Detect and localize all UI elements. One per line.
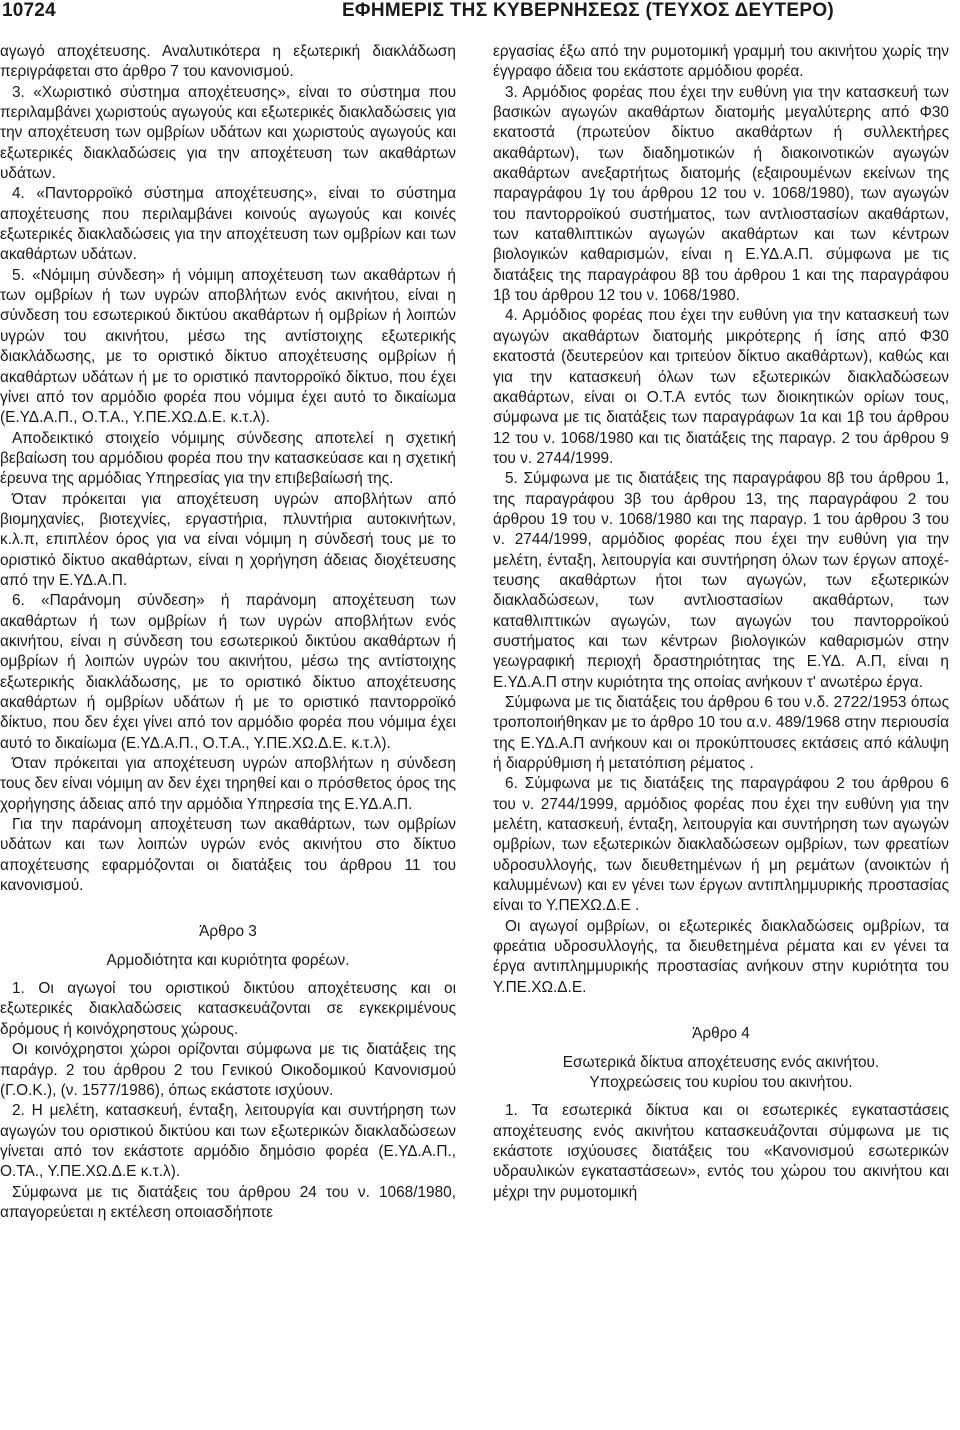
page-number: 10724 [2,0,56,21]
paragraph: Για την παράνομη αποχέτευση των ακαθάρτων, των ομβρίων υδάτων και των λοιπών υγρών ενός ακινήτου στο δίκτυο αποχέτευσης εφαρμόζονται οι διατάξεις του άρθρου 11 του κανονισμού. [0,816,456,895]
paragraph: εργασίας έξω από την ρυμοτομική γραμμή του ακινήτου χωρίς την έγγραφο άδεια του εκάστοτε αρμόδιου φορέα. [493,43,949,81]
paragraph: 3. Αρμόδιος φορέας που έχει την ευθύνη για την κατασκευή των βασικών αγωγών ακαθάρτων διατομής μεγαλύτερης από Φ30 εκατοστά (πρωτεύον δίκτυο ακαθάρτων ή συλλεκτήρες ακαθάρτων), των διαδημοτικών ή διακοινοτικών αγωγών ακαθάρτων ανεξαρτήτως διατομής (εξαιρουμένων εκείνων της παραγράφου 1γ του άρθρου 12 του ν. 1068/1980), των αγωγών του παντορροϊκού συστήματος, των αντλιοστασίων ακαθάρτων, των καταθλιπτικών αγωγών ακαθάρτων και των κέντρων βιολογικών καθαρισμών, είναι η Ε.ΥΔ.Α.Π. σύμφωνα με τις διατάξεις της παραγράφου 8β του άρθρου 1 και της παραγράφου 1β του άρθρου 12 του ν. 1068/1980. [493,83,949,305]
paragraph: 6. «Παράνομη σύνδεση» ή παράνομη αποχέτευση των ακαθάρτων ή των ομβρίων ή των υγρών αποβλήτων ενός ακινήτου, είναι η σύνδεση του εσωτερικού δικτύου ακαθάρτων ή ομβρίων ή λοιπών υγρών του ακινήτου, μέσω της αντίστοιχης εξωτερικής διακλάδωσης, με το οριστικό δίκτυο αποχέτευσης ακαθάρτων ή ομβρίων υδάτων ή με το οριστικό παντορροϊκό δίκτυο, που δεν έχει γίνει από τον αρμόδιο φορέα που νόμιμα έχει αυτό το δικαίωμα (Ε.ΥΔ.Α.Π., Ο.Τ.Α., Υ.ΠΕ.ΧΩ.Δ.Ε. κ.τ.λ). [0,592,456,752]
paragraph: 1. Οι αγωγοί του οριστικού δικτύου αποχέτευσης και οι εξωτερικές διακλαδώσεις κατασκευάζονται σε εγκεκριμένους δρόμους ή κοινόχρηστους χώρους. [0,980,456,1038]
paragraph: αγωγό αποχέτευσης. Αναλυτικότερα η εξωτερική διακλάδωση περιγράφεται στο άρθρο 7 του κανονισμού. [0,43,456,81]
paragraph: 3. «Χωριστικό σύστημα αποχέτευσης», είναι το σύστημα που περιλαμβάνει χωριστούς αγωγούς και εξωτερικές διακλαδώσεις για την αποχέτευση των ομβρίων υδάτων και χωριστούς αγωγούς και εξωτερικές διακλαδώσεις για την αποχέτευση των ακαθάρτων υδάτων. [0,83,456,183]
article-heading: Άρθρο 4 [692,1025,750,1043]
page-header [0,0,960,30]
paragraph: Οι αγωγοί ομβρίων, οι εξωτερικές διακλαδώσεις ομβρίων, τα φρεάτια υδροσυλλογής, τα διευθετημένα ρέματα και εν γένει τα έργα αντιπλημμυρικής προστασίας ανήκουν στην κυριότητα του Υ.ΠΕ.ΧΩ.Δ.Ε. [493,917,949,996]
paragraph: 2. Η μελέτη, κατασκευή, ένταξη, λειτουργία και συντήρηση των αγωγών του οριστικού δικτύου και των εξωτερικών διακλαδώσεων γίνεται από τον εκάστοτε αρμόδιο δημόσιο φορέα (Ε.ΥΔ.Α.Π., Ο.ΤΑ., Υ.ΠΕ.ΧΩ.Δ.Ε κ.τ.λ). [0,1102,456,1181]
left-column [0,42,456,1223]
paragraph: Αποδεικτικό στοιχείο νόμιμης σύνδεσης αποτελεί η σχετική βεβαίωση του αρμόδιου φορέα που την κατασκεύασε και η σχετική έρευνα της αρμόδιας Υπηρεσίας για την επιβεβαίωσή της. [0,429,456,488]
paragraph: Οι κοινόχρηστοι χώροι ορίζονται σύμφωνα με τις διατάξεις της παράγρ. 2 του άρθρου 2 του Γενικού Οικοδομικού Κανονισμού (Γ.Ο.Κ.), (ν. 1577/1986), όπως εκάστοτε ισχύουν. [0,1041,456,1099]
paragraph: 5. «Νόμιμη σύνδεση» ή νόμιμη αποχέτευση των ακαθάρτων ή των ομβρίων ή των υγρών αποβλήτων ενός ακινήτου, είναι η σύνδεση του εσωτερικού δικτύου ακαθάρτων ή ομβρίων ή λοιπών υγρών του ακινήτου, μέσω της αντίστοιχης εξωτερικής διακλάδωσης, με το οριστικό δίκτυο αποχέτευσης ομβρίων ή ακαθάρτων υδάτων ή με το οριστικό παντορροϊκό δίκτυο, που έχει γίνει από τον αρμόδιο φορέα που νόμιμα έχει αυτό το δικαίωμα (Ε.ΥΔ.Α.Π., Ο.Τ.Α., Υ.ΠΕ.ΧΩ.Δ.Ε. κ.τ.λ). [0,266,456,427]
paragraph: Σύμφωνα με τις διατάξεις του άρθρου 24 του ν. 1068/1980, απαγορεύεται η εκτέλεση οποιασδήποτε [0,1183,456,1221]
paragraph: 1. Τα εσωτερικά δίκτυα και οι εσωτερικές εγκαταστάσεις αποχέτευσης ενός ακινήτου κατασκευάζονται σύμφωνα με τις εκάστοτε ισχύουσες διατάξεις του «Κανονισμού εσωτερικών υδραυλικών εγκαταστάσεων», εντός του χώρου του ακινήτου και μέχρι την ρυμοτομική [493,1102,949,1201]
article-heading: Άρθρο 3 [199,923,257,941]
paragraph: Όταν πρόκειται για αποχέτευση υγρών αποβλήτων η σύνδεση τους δεν είναι νόμιμη αν δεν έχει τηρηθεί και ο πρόσθετος όρος της χορήγησης άδειας από την αρμόδια Υπηρεσία της Ε.ΥΔ.Α.Π. [0,755,456,813]
right-column [493,42,949,1203]
paragraph: 4. Αρμόδιος φορέας που έχει την ευθύνη για την κατασκευή των αγωγών ακαθάρτων διατομής μικρότερης ή ίσης από Φ30 εκατοστά (δευτερεύον και τριτεύον δίκτυο ακαθάρτων), καθώς και για την κατασκευή όλων των εξωτερικών διακλαδώσεων ακαθάρτων, είναι οι Ο.Τ.Α εντός των διοικητικών ορίων τους, σύμφωνα με τις διατάξεις των παραγράφων 1α και 1β του άρθρου 12 του ν. 1068/1980 και τις διατάξεις της παραγρ. 2 του άρθρου 9 του ν. 2744/1999. [493,307,949,467]
running-title: ΕΦΗΜΕΡΙΣ ΤΗΣ ΚΥΒΕΡΝΗΣΕΩΣ (ΤΕΥΧΟΣ ΔΕΥΤΕΡΟ) [341,0,835,21]
paragraph: 4. «Παντορροϊκό σύστημα αποχέτευσης», είναι το σύστημα αποχέτευσης που περιλαμβάνει κοινούς αγωγούς και κοινές εξωτερικές διακλαδώσεις για την αποχέτευση των ομβρίων και των ακαθάρτων υδάτων. [0,185,456,264]
article-title: Υποχρεώσεις του κυρίου του ακινήτου. [589,1073,853,1091]
paragraph: 5. Σύμφωνα με τις διατάξεις της παραγράφου 8β του άρθρου 1, της παραγράφου 3β του άρθρου 13, της παραγράφου 2 του άρθρου 19 του ν. 1068/1980 και της παραγρ. 1 του άρθρου 3 του ν. 2744/1999, αρμόδιος φορέας που έχει την ευθύνη για την μελέτη, ένταξη, λειτουργία και συντήρηση όλων των έργων αποχέτευσης ακαθάρτων ήτοι των αγωγών, των εξωτερικών διακλαδώσεων, των αντλιοστασίων ακαθάρτων, των καταθλιπτικών αγωγών, των αγωγών του παντορροϊκού συστήματος και των κέντρων βιολογικών καθαρισμών στην γεωγραφική περιοχή δραστηριότητας της Ε.ΥΔ. Α.Π, είναι η Ε.ΥΔ.Α.Π στην κυριότητα της οποίας ανήκουν τ' ανωτέρω έργα. [493,470,949,691]
article-title: Εσωτερικά δίκτυα αποχέτευσης ενός ακινήτου. [562,1053,880,1071]
paragraph: 6. Σύμφωνα με τις διατάξεις της παραγράφου 2 του άρθρου 6 του ν. 2744/1999, αρμόδιος φορέας που έχει την ευθύνη για την μελέτη, κατασκευή, ένταξη, λειτουργία και συντήρηση των αγωγών ομβρίων, των εξωτερικών διακλαδώσεων ομβρίων, των φρεατίων υδροσυλλογής, των διευθετημένων ή μη ρεμάτων (ανοικτών ή καλυμμένων) και εν γένει των έργων αντιπλημμυρικής προστασίας είναι το Υ.ΠΕΧΩ.Δ.Ε . [493,775,949,915]
paragraph: Όταν πρόκειται για αποχέτευση υγρών αποβλήτων από βιομηχανίες, βιοτεχνίες, εργαστήρια, πλυντήρια αυτοκινήτων, κ.λ.π, επιπλέον όρος για να είναι νόμιμη η σύνδεσή τους με το οριστικό δίκτυο ακαθάρτων, είναι η χορήγηση άδειας διοχέτευσης από την Ε.ΥΔ.Α.Π. [0,490,456,589]
article-title: Αρμοδιότητα και κυριότητα φορέων. [106,951,350,969]
paragraph: Σύμφωνα με τις διατάξεις του άρθρου 6 του ν.δ. 2722/1953 όπως τροποποιήθηκαν με το άρθρο 10 του α.ν. 489/1968 στην περιουσία της Ε.ΥΔ.Α.Π ανήκουν και οι προκύπτουσες εκτάσεις από κάλυψη ή διαρρύθμιση ή μετατόπιση ρέματος . [493,694,949,773]
